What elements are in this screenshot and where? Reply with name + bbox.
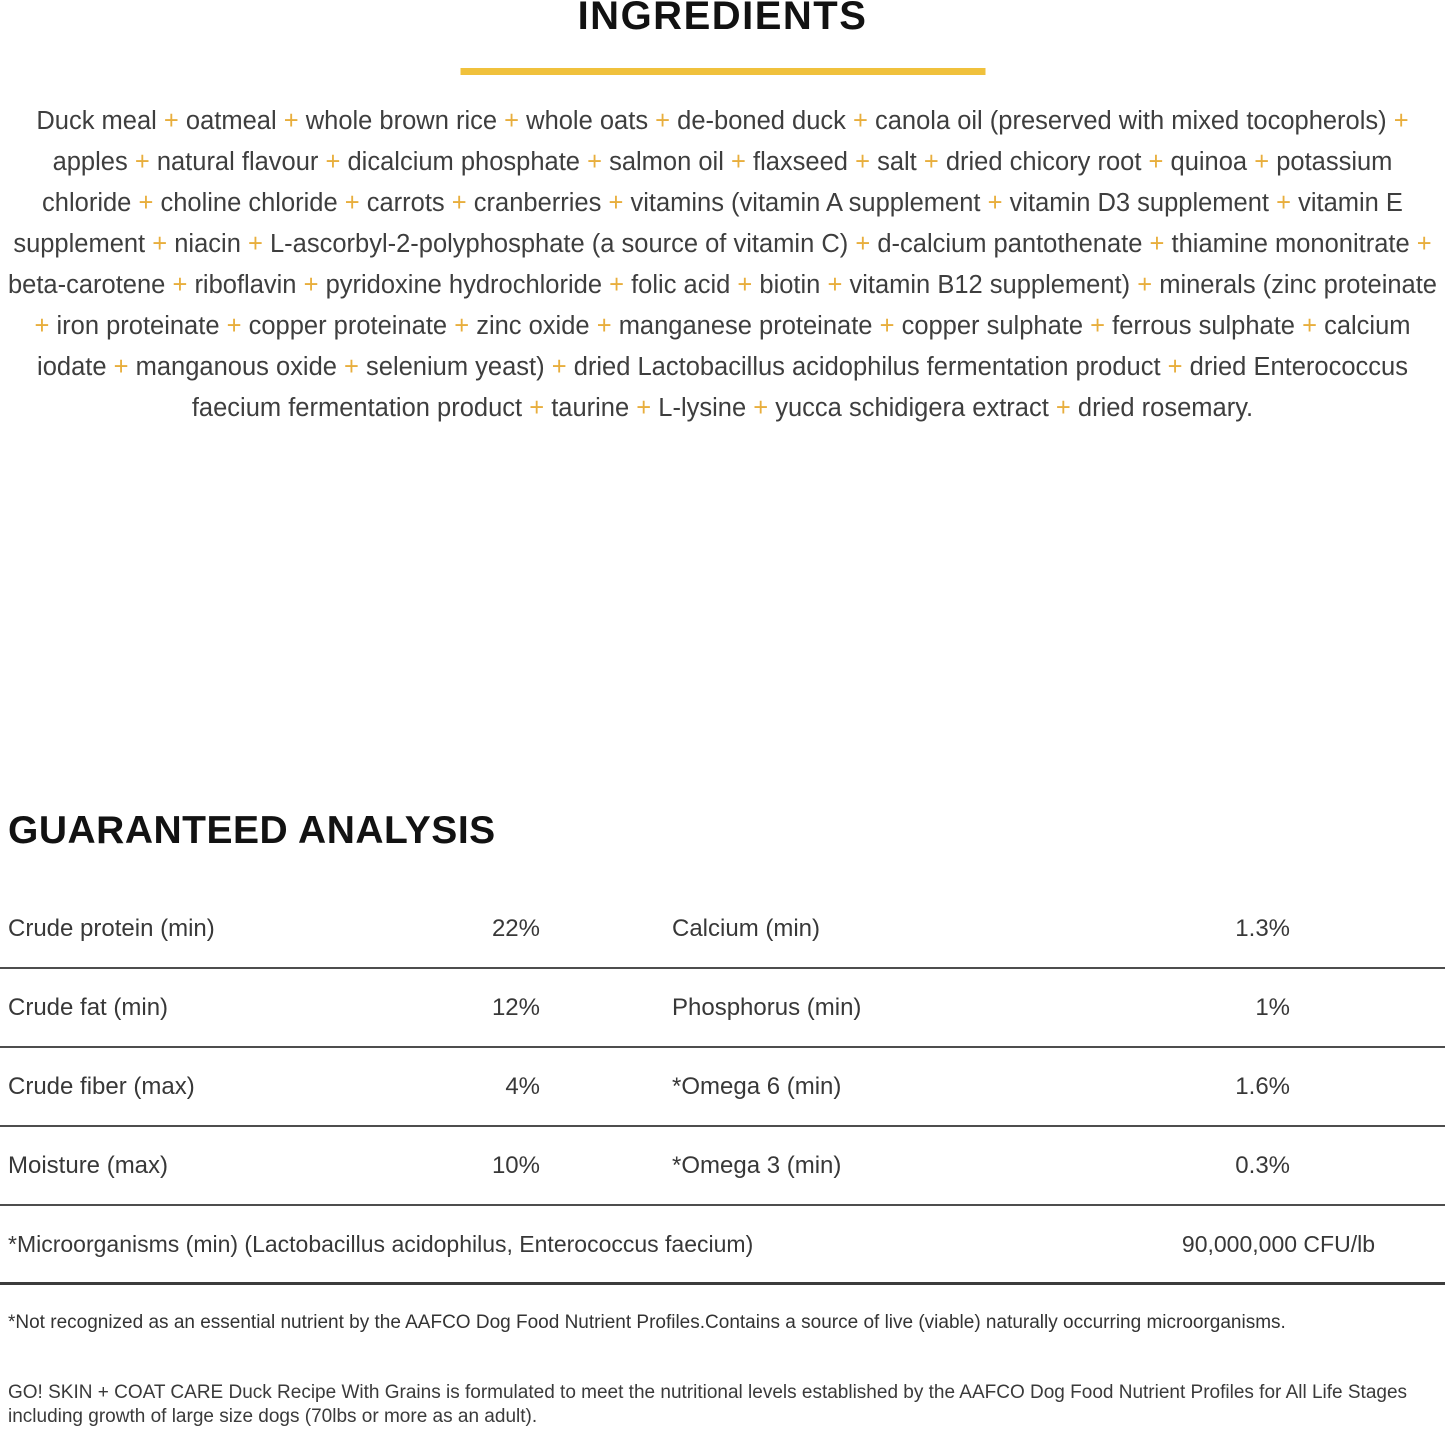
- analysis-left-value: 22%: [491, 914, 540, 942]
- plus-separator-icon: +: [152, 230, 168, 258]
- analysis-right-label: Calcium (min): [672, 914, 821, 942]
- plus-separator-icon: +: [608, 189, 624, 217]
- plus-separator-icon: +: [1416, 230, 1432, 258]
- plus-separator-icon: +: [454, 312, 470, 340]
- microorganisms-row: [0, 1206, 1445, 1285]
- analysis-left-label: Crude protein (min): [8, 914, 215, 942]
- plus-separator-icon: +: [504, 107, 520, 135]
- plus-separator-icon: +: [855, 230, 871, 258]
- plus-separator-icon: +: [596, 312, 612, 340]
- plus-separator-icon: +: [1276, 189, 1291, 217]
- analysis-left-label: Crude fat (min): [8, 993, 169, 1021]
- guaranteed-analysis-title: GUARANTEED ANALYSIS: [8, 809, 496, 852]
- plus-separator-icon: +: [172, 271, 188, 299]
- analysis-left-label: Crude fiber (max): [8, 1072, 195, 1100]
- plus-separator-icon: +: [1254, 148, 1270, 176]
- plus-separator-icon: +: [325, 148, 341, 176]
- analysis-right-value: 0.3%: [1235, 1151, 1290, 1179]
- plus-separator-icon: +: [344, 189, 360, 217]
- plus-separator-icon: +: [879, 312, 895, 340]
- plus-separator-icon: +: [247, 230, 263, 258]
- plus-separator-icon: +: [1148, 148, 1164, 176]
- plus-separator-icon: +: [551, 353, 567, 381]
- plus-separator-icon: +: [529, 394, 545, 422]
- plus-separator-icon: +: [1137, 271, 1153, 299]
- plus-separator-icon: +: [737, 271, 753, 299]
- plus-separator-icon: +: [303, 271, 319, 299]
- plus-separator-icon: +: [226, 312, 242, 340]
- plus-separator-icon: +: [1393, 107, 1409, 135]
- microorganisms-value: 90,000,000 CFU/lb: [1181, 1230, 1375, 1257]
- plus-separator-icon: +: [636, 394, 652, 422]
- formulation-statement: GO! SKIN + COAT CARE Duck Recipe With Grains is formulated to meet the nutritional levels established by the AAFCO Dog Food Nutrient Profiles for All Life Stages including growth of large size dogs (70lbs or more as an adult).: [8, 1382, 1408, 1427]
- plus-separator-icon: +: [1302, 312, 1317, 340]
- plus-separator-icon: +: [852, 107, 868, 135]
- plus-separator-icon: +: [1090, 312, 1106, 340]
- plus-separator-icon: +: [134, 148, 150, 176]
- analysis-row: [0, 969, 1445, 1048]
- plus-separator-icon: +: [855, 148, 870, 176]
- analysis-row: [0, 890, 1445, 969]
- analysis-right-label: *Omega 3 (min): [672, 1151, 842, 1179]
- analysis-right-value: 1.3%: [1235, 914, 1290, 942]
- analysis-row: [0, 1048, 1445, 1127]
- plus-separator-icon: +: [987, 189, 1003, 217]
- analysis-right-label: *Omega 6 (min): [672, 1072, 842, 1100]
- analysis-left-value: 12%: [491, 993, 540, 1021]
- plus-separator-icon: +: [609, 271, 624, 299]
- analysis-left-value: 10%: [491, 1151, 540, 1179]
- plus-separator-icon: +: [923, 148, 939, 176]
- ingredients-list: Duck meal + oatmeal + whole brown rice + whole oats + de-boned duck + canola oil (preserved with mixed tocopherols) + apples + natural flavour + dicalcium phosphate + salmon oil + flaxseed + salt + dried chicory root + quinoa + potassium chloride + choline chloride + carrots + cranberries + vitamins (vitamin A supplement + vitamin D3 supplement + vitamin E supplement + niacin + L-ascorbyl-2-polyphosphate (a source of vitamin C) + d-calcium pantothenate + thiamine mononitrate + beta-carotene + riboflavin + pyridoxine hydrochloride + folic acid + biotin + vitamin B12 supplement) + minerals (zinc proteinate + iron proteinate + copper proteinate + zinc oxide + manganese proteinate + copper sulphate + ferrous sulphate + calcium iodate + manganous oxide + selenium yeast) + dried Lactobacillus acidophilus fermentation product + dried Enterococcus faecium fermentation product + taurine + L-lysine + yucca schidigera extract + dried rosemary.: [7, 107, 1437, 422]
- analysis-right-value: 1%: [1255, 993, 1290, 1021]
- plus-separator-icon: +: [283, 107, 299, 135]
- microorganisms-label: *Microorganisms (min) (Lactobacillus acidophilus, Enterococcus faecium): [8, 1230, 754, 1257]
- gold-divider: [460, 68, 985, 75]
- plus-separator-icon: +: [138, 189, 154, 217]
- plus-separator-icon: +: [113, 353, 129, 381]
- plus-separator-icon: +: [587, 148, 602, 176]
- analysis-right-value: 1.6%: [1235, 1072, 1290, 1100]
- plus-separator-icon: +: [753, 394, 769, 422]
- plus-separator-icon: +: [730, 148, 746, 176]
- plus-separator-icon: +: [34, 312, 50, 340]
- plus-separator-icon: +: [344, 353, 359, 381]
- plus-separator-icon: +: [451, 189, 467, 217]
- analysis-left-label: Moisture (max): [8, 1151, 169, 1179]
- plus-separator-icon: +: [1055, 394, 1071, 422]
- plus-separator-icon: +: [827, 271, 843, 299]
- analysis-row: [0, 1127, 1445, 1206]
- aafco-footnote: *Not recognized as an essential nutrient by the AAFCO Dog Food Nutrient Profiles.Contains a source of live (viable) naturally occurring microorganisms.: [8, 1312, 1286, 1333]
- plus-separator-icon: +: [1167, 353, 1183, 381]
- ingredients-title: INGREDIENTS: [577, 0, 868, 38]
- plus-separator-icon: +: [163, 107, 179, 135]
- analysis-left-value: 4%: [505, 1072, 540, 1100]
- plus-separator-icon: +: [655, 107, 671, 135]
- plus-separator-icon: +: [1149, 230, 1165, 258]
- analysis-right-label: Phosphorus (min): [672, 993, 862, 1021]
- guaranteed-analysis-table: [0, 890, 1445, 1285]
